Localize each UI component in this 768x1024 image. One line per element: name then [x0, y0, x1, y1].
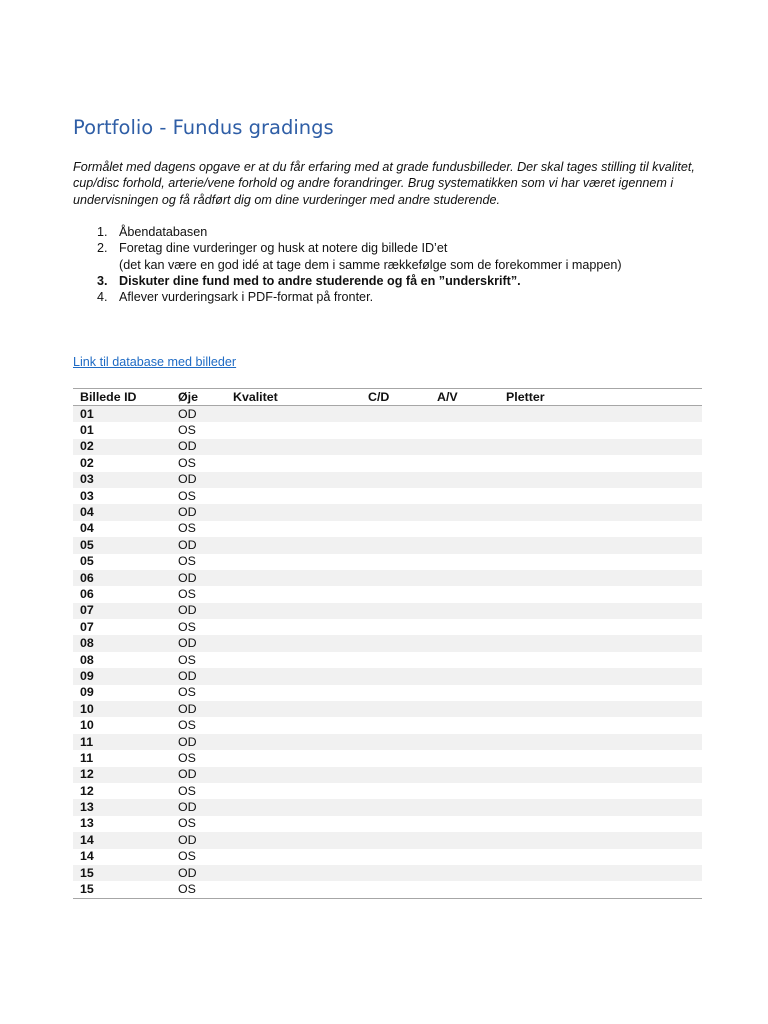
cell-cd[interactable]: [361, 668, 430, 684]
cell-av[interactable]: [430, 439, 499, 455]
cell-image-id: 13: [73, 799, 171, 815]
cell-image-id: 07: [80, 619, 94, 634]
cell-quality[interactable]: [226, 439, 361, 455]
cell-image-id: 11: [73, 734, 171, 750]
cell-av[interactable]: [430, 619, 499, 635]
cell-quality[interactable]: [226, 849, 361, 865]
cell-cd[interactable]: [361, 635, 430, 651]
cell-quality[interactable]: [226, 521, 361, 537]
cell-av[interactable]: [430, 668, 499, 684]
cell-av[interactable]: [430, 537, 499, 553]
cell-spots[interactable]: [499, 472, 702, 488]
cell-spots[interactable]: [499, 865, 702, 881]
cell-cd[interactable]: [361, 783, 430, 799]
cell-eye: OD: [171, 865, 226, 881]
cell-cd[interactable]: [361, 865, 430, 881]
cell-av[interactable]: [430, 816, 499, 832]
cell-cd[interactable]: [361, 472, 430, 488]
cell-cd[interactable]: [361, 554, 430, 570]
table-row: [73, 406, 702, 423]
cell-av[interactable]: [430, 635, 499, 651]
table-row: [73, 603, 702, 619]
cell-image-id: 14: [80, 849, 94, 864]
cell-av[interactable]: [430, 603, 499, 619]
cell-cd[interactable]: [361, 570, 430, 586]
cell-cd[interactable]: [361, 521, 430, 537]
cell-eye: OS: [178, 652, 196, 667]
table-row: [73, 504, 702, 520]
cell-cd[interactable]: [361, 422, 430, 438]
cell-image-id: 03: [80, 488, 94, 503]
cell-quality[interactable]: [226, 685, 361, 701]
cell-spots[interactable]: [499, 799, 702, 815]
table-row: [73, 619, 702, 635]
cell-cd[interactable]: [361, 767, 430, 783]
cell-image-id: 11: [80, 750, 94, 765]
cell-cd[interactable]: [361, 603, 430, 619]
cell-spots[interactable]: [499, 406, 702, 423]
cell-av[interactable]: [430, 521, 499, 537]
cell-av[interactable]: [430, 750, 499, 766]
cell-eye: OS: [178, 455, 196, 470]
cell-eye: OS: [178, 619, 196, 634]
cell-av[interactable]: [430, 455, 499, 471]
cell-image-id: 05: [80, 554, 94, 569]
table-row: [73, 537, 702, 553]
table-row: [73, 799, 702, 815]
column-header-spots: Pletter: [499, 389, 702, 406]
cell-spots[interactable]: [499, 455, 702, 471]
table-row: [73, 849, 702, 865]
column-header-eye: Øje: [171, 389, 226, 406]
cell-quality[interactable]: [226, 881, 361, 898]
cell-spots[interactable]: [499, 603, 702, 619]
table-row: [73, 881, 702, 898]
cell-quality[interactable]: [226, 406, 361, 423]
step-number: 2.: [97, 241, 108, 256]
cell-quality[interactable]: [226, 717, 361, 733]
cell-spots[interactable]: [499, 849, 702, 865]
cell-cd[interactable]: [361, 750, 430, 766]
cell-quality[interactable]: [226, 619, 361, 635]
step-item: [73, 273, 702, 289]
table-row: [73, 554, 702, 570]
cell-eye: OD: [171, 799, 226, 815]
cell-av[interactable]: [430, 783, 499, 799]
cell-eye: OD: [171, 635, 226, 651]
cell-av[interactable]: [430, 422, 499, 438]
table-row: [73, 832, 702, 848]
cell-spots[interactable]: [499, 439, 702, 455]
cell-eye: OD: [171, 472, 226, 488]
table-row: [73, 734, 702, 750]
table-row: [73, 488, 702, 504]
cell-eye: OS: [178, 750, 196, 765]
table-row: [73, 865, 702, 881]
cell-eye: OS: [178, 488, 196, 503]
cell-av[interactable]: [430, 881, 499, 898]
table-row: [73, 668, 702, 684]
cell-eye: OD: [171, 701, 226, 717]
cell-av[interactable]: [430, 865, 499, 881]
cell-av[interactable]: [430, 685, 499, 701]
cell-image-id: 12: [73, 767, 171, 783]
step-item: [73, 240, 702, 273]
cell-av[interactable]: [430, 652, 499, 668]
cell-eye: OD: [171, 570, 226, 586]
cell-quality[interactable]: [226, 832, 361, 848]
cell-spots[interactable]: [499, 554, 702, 570]
cell-eye: OS: [178, 685, 196, 700]
cell-image-id: 15: [73, 881, 171, 898]
table-row: [73, 635, 702, 651]
cell-quality[interactable]: [226, 488, 361, 504]
cell-image-id: 10: [80, 718, 94, 733]
cell-cd[interactable]: [361, 816, 430, 832]
cell-quality[interactable]: [226, 668, 361, 684]
cell-cd[interactable]: [361, 881, 430, 898]
cell-spots[interactable]: [499, 586, 702, 602]
cell-spots[interactable]: [499, 668, 702, 684]
step-text: Aflever vurderingsark i PDF-format på fronter.: [119, 290, 374, 305]
step-item: [73, 224, 702, 240]
cell-cd[interactable]: [361, 586, 430, 602]
cell-eye: OS: [178, 521, 196, 536]
cell-image-id: 09: [80, 685, 94, 700]
table-row: [73, 422, 702, 438]
cell-cd[interactable]: [361, 685, 430, 701]
cell-eye: OD: [171, 734, 226, 750]
cell-av[interactable]: [430, 849, 499, 865]
cell-eye: OS: [178, 718, 196, 733]
table-row: [73, 652, 702, 668]
cell-image-id: 15: [73, 865, 171, 881]
cell-image-id: 01: [80, 423, 94, 438]
cell-spots[interactable]: [499, 635, 702, 651]
table-row: [73, 816, 702, 832]
cell-spots[interactable]: [499, 504, 702, 520]
cell-av[interactable]: [430, 504, 499, 520]
cell-quality[interactable]: [226, 570, 361, 586]
cell-spots[interactable]: [499, 422, 702, 438]
cell-eye: OS: [178, 586, 196, 601]
cell-image-id: 04: [73, 504, 171, 520]
table-row: [73, 455, 702, 471]
table-body: [73, 406, 702, 899]
cell-quality[interactable]: [226, 734, 361, 750]
cell-quality[interactable]: [226, 537, 361, 553]
cell-spots[interactable]: [499, 832, 702, 848]
cell-av[interactable]: [430, 734, 499, 750]
cell-cd[interactable]: [361, 455, 430, 471]
cell-av[interactable]: [430, 586, 499, 602]
step-number: 1.: [97, 225, 108, 239]
cell-spots[interactable]: [499, 783, 702, 799]
cell-cd[interactable]: [361, 799, 430, 815]
cell-quality[interactable]: [226, 635, 361, 651]
cell-quality[interactable]: [226, 422, 361, 438]
cell-quality[interactable]: [226, 865, 361, 881]
cell-spots[interactable]: [499, 488, 702, 504]
cell-quality[interactable]: [226, 504, 361, 520]
table-row: [73, 750, 702, 766]
cell-image-id: 02: [80, 455, 94, 470]
cell-image-id: 02: [73, 439, 171, 455]
cell-cd[interactable]: [361, 439, 430, 455]
step-number: 4.: [97, 290, 108, 305]
cell-quality[interactable]: [226, 652, 361, 668]
cell-image-id: 07: [73, 603, 171, 619]
cell-spots[interactable]: [499, 750, 702, 766]
table-row: [73, 521, 702, 537]
cell-image-id: 01: [73, 406, 171, 423]
step-note: (det kan være en god idé at tage dem i samme rækkefølge som de forekommer i mappen): [119, 257, 622, 272]
cell-quality[interactable]: [226, 767, 361, 783]
step-text: Diskuter dine fund med to andre studerende og få en ”underskrift”.: [119, 273, 521, 288]
cell-image-id: 08: [80, 652, 94, 667]
cell-av[interactable]: [430, 554, 499, 570]
table-row: [73, 472, 702, 488]
cell-quality[interactable]: [226, 701, 361, 717]
cell-cd[interactable]: [361, 488, 430, 504]
cell-spots[interactable]: [499, 816, 702, 832]
cell-quality[interactable]: [226, 750, 361, 766]
cell-spots[interactable]: [499, 619, 702, 635]
step-number: 3.: [97, 273, 108, 288]
cell-image-id: 14: [73, 832, 171, 848]
column-header-quality: Kvalitet: [226, 389, 361, 406]
cell-spots[interactable]: [499, 652, 702, 668]
cell-quality[interactable]: [226, 586, 361, 602]
cell-eye: OS: [178, 783, 196, 798]
cell-quality[interactable]: [226, 816, 361, 832]
column-header-id: Billede ID: [73, 389, 171, 406]
cell-eye: OD: [171, 439, 226, 455]
table-row: [73, 685, 702, 701]
cell-eye: OD: [171, 603, 226, 619]
cell-quality[interactable]: [226, 799, 361, 815]
cell-av[interactable]: [430, 767, 499, 783]
cell-cd[interactable]: [361, 734, 430, 750]
cell-av[interactable]: [430, 799, 499, 815]
cell-cd[interactable]: [361, 832, 430, 848]
cell-av[interactable]: [430, 488, 499, 504]
cell-spots[interactable]: [499, 767, 702, 783]
table-row: [73, 717, 702, 733]
cell-image-id: 09: [73, 668, 171, 684]
cell-quality[interactable]: [226, 783, 361, 799]
table-row: [73, 586, 702, 602]
cell-spots[interactable]: [499, 717, 702, 733]
cell-cd[interactable]: [361, 701, 430, 717]
column-header-av: A/V: [430, 389, 499, 406]
cell-image-id: 10: [73, 701, 171, 717]
cell-spots[interactable]: [499, 537, 702, 553]
cell-quality[interactable]: [226, 554, 361, 570]
cell-spots[interactable]: [499, 521, 702, 537]
grading-table: [73, 388, 702, 899]
cell-image-id: 04: [80, 521, 94, 536]
cell-cd[interactable]: [361, 406, 430, 423]
cell-eye: OS: [178, 816, 196, 831]
cell-eye: OD: [171, 537, 226, 553]
cell-eye: OS: [178, 423, 196, 438]
step-text: Foretag dine vurderinger og husk at notere dig billede ID’et: [119, 241, 448, 256]
table-row: [73, 570, 702, 586]
cell-image-id: 08: [73, 635, 171, 651]
cell-cd[interactable]: [361, 849, 430, 865]
column-header-cd: C/D: [361, 389, 430, 406]
cell-eye: OD: [171, 832, 226, 848]
cell-spots[interactable]: [499, 881, 702, 898]
cell-eye: OS: [171, 881, 226, 898]
intro-paragraph: Formålet med dagens opgave er at du får erfaring med at grade fundusbilleder. Der skal tages stilling til kvalitet, cup/disc forhold, arterie/vene forhold og andre forandringer. Brug systematikken som vi har været igennem i undervisningen og få rådført dig om dine vurderinger med andre studerende.: [73, 160, 695, 207]
step-item: [73, 289, 702, 305]
cell-image-id: 06: [80, 586, 94, 601]
cell-image-id: 13: [80, 816, 94, 831]
cell-cd[interactable]: [361, 619, 430, 635]
cell-eye: OD: [171, 767, 226, 783]
step-text: Åbendatabasen: [119, 225, 208, 239]
cell-quality[interactable]: [226, 603, 361, 619]
page-title: Portfolio - Fundus gradings: [73, 116, 334, 139]
cell-cd[interactable]: [361, 504, 430, 520]
cell-cd[interactable]: [361, 652, 430, 668]
cell-image-id: 05: [73, 537, 171, 553]
table-row: [73, 439, 702, 455]
table-row: [73, 767, 702, 783]
cell-eye: OD: [171, 504, 226, 520]
cell-av[interactable]: [430, 832, 499, 848]
cell-av[interactable]: [430, 406, 499, 423]
cell-av[interactable]: [430, 701, 499, 717]
table-row: [73, 701, 702, 717]
cell-eye: OS: [178, 554, 196, 569]
cell-eye: OD: [171, 406, 226, 423]
cell-spots[interactable]: [499, 570, 702, 586]
cell-spots[interactable]: [499, 685, 702, 701]
database-link[interactable]: Link til database med billeder: [73, 355, 237, 369]
table-header-row: [73, 389, 702, 406]
steps-list: [73, 224, 702, 305]
cell-cd[interactable]: [361, 717, 430, 733]
cell-spots[interactable]: [499, 734, 702, 750]
cell-av[interactable]: [430, 570, 499, 586]
table-row: [73, 783, 702, 799]
cell-image-id: 03: [73, 472, 171, 488]
cell-cd[interactable]: [361, 537, 430, 553]
cell-quality[interactable]: [226, 472, 361, 488]
cell-av[interactable]: [430, 472, 499, 488]
cell-av[interactable]: [430, 717, 499, 733]
cell-image-id: 06: [73, 570, 171, 586]
cell-eye: OD: [171, 668, 226, 684]
cell-image-id: 12: [80, 783, 94, 798]
cell-eye: OS: [178, 849, 196, 864]
cell-quality[interactable]: [226, 455, 361, 471]
cell-spots[interactable]: [499, 701, 702, 717]
